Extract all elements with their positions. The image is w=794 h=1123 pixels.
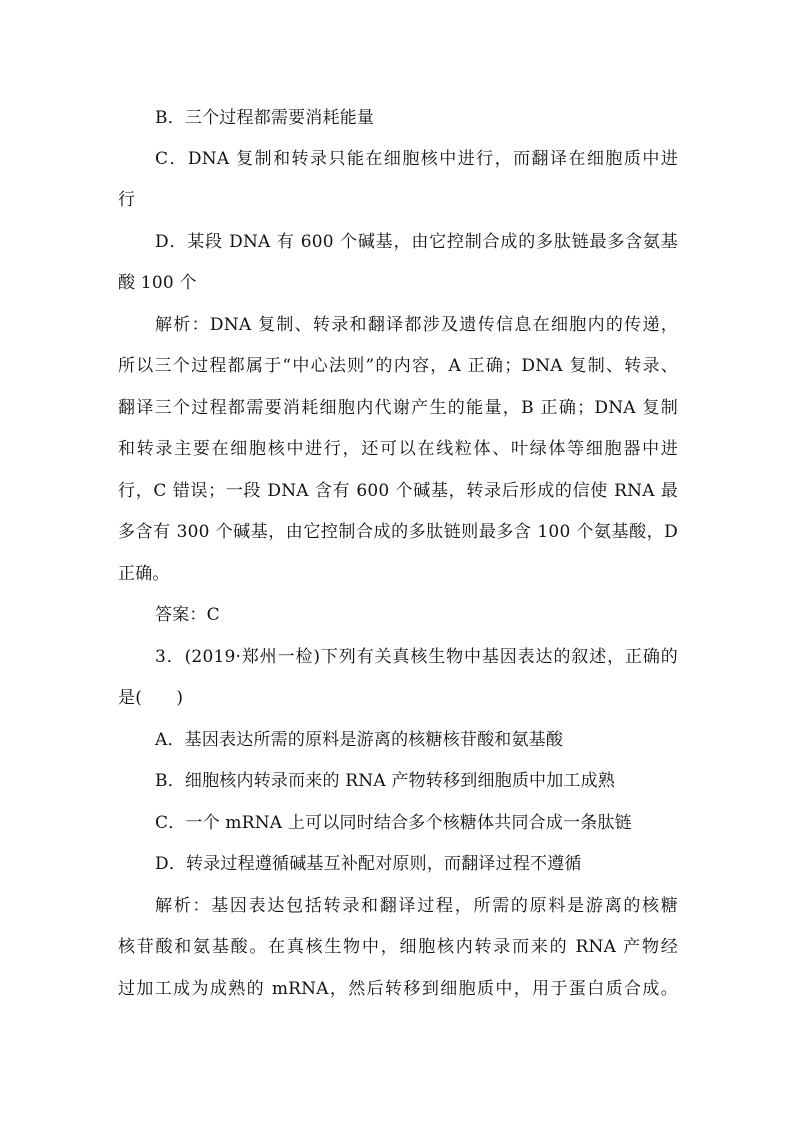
q3-analysis-line-3: 过加工成为成熟的 mRNA，然后转移到细胞质中，用于蛋白质合成。 <box>118 979 678 999</box>
analysis-line-7: 正确。 <box>118 564 170 584</box>
option-d-line-1: D．某段 DNA 有 600 个碱基，由它控制合成的多肽链最多含氨基 <box>155 232 678 252</box>
option-b-line: B．三个过程都需要消耗能量 <box>155 108 375 128</box>
q3-option-d: D．转录过程遵循碱基互补配对原则，而翻译过程不遵循 <box>155 854 582 874</box>
q3-analysis-line-1: 解析：基因表达包括转录和翻译过程，所需的原料是游离的核糖 <box>155 896 678 916</box>
q3-analysis-line-2: 核苷酸和氨基酸。在真核生物中，细胞核内转录而来的 RNA 产物经 <box>118 937 678 957</box>
analysis-line-4: 和转录主要在细胞核中进行，还可以在线粒体、叶绿体等细胞器中进 <box>118 439 678 459</box>
analysis-line-1: 解析：DNA 复制、转录和翻译都涉及遗传信息在细胞内的传递， <box>155 315 678 335</box>
q3-option-a: A．基因表达所需的原料是游离的核糖核苷酸和氨基酸 <box>155 730 564 750</box>
option-c-line-2: 行 <box>118 190 136 210</box>
analysis-line-3: 翻译三个过程都需要消耗细胞内代谢产生的能量，B 正确；DNA 复制 <box>118 398 678 418</box>
q3-option-c: C．一个 mRNA 上可以同时结合多个核糖体共同合成一条肽链 <box>155 813 632 833</box>
answer-line: 答案：C <box>155 605 220 625</box>
analysis-line-2: 所以三个过程都属于“中心法则”的内容，A 正确；DNA 复制、转录、 <box>118 356 678 376</box>
analysis-line-6: 多含有 300 个碱基，由它控制合成的多肽链则最多含 100 个氨基酸，D <box>118 522 678 542</box>
question-3-line-2: 是( ) <box>118 688 184 708</box>
option-d-line-2: 酸 100 个 <box>118 273 197 293</box>
q3-option-b: B．细胞核内转录而来的 RNA 产物转移到细胞质中加工成熟 <box>155 771 616 791</box>
question-3-line-1: 3．(2019·郑州一检)下列有关真核生物中基因表达的叙述，正确的 <box>155 647 678 667</box>
option-c-line-1: C．DNA 复制和转录只能在细胞核中进行，而翻译在细胞质中进 <box>155 149 678 169</box>
analysis-line-5: 行，C 错误；一段 DNA 含有 600 个碱基，转录后形成的信使 RNA 最 <box>118 481 678 501</box>
